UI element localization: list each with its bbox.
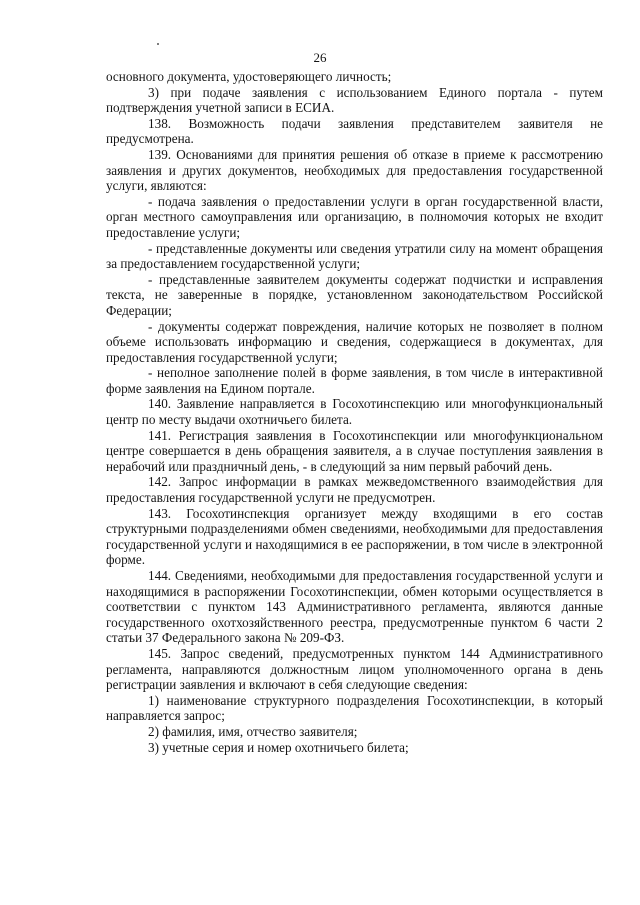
paragraph: 143. Госохотинспекция организует между входящими в его состав структурными подразделениями обмен сведениями, необходимыми для предоставления государственной услуги и находящимися в ее распоряжении, в том числе в электронной форме. — [106, 505, 603, 568]
list-item: 2) фамилия, имя, отчество заявителя; — [148, 723, 358, 739]
document-body — [106, 69, 603, 755]
page-number: 26 — [313, 50, 327, 65]
list-item: 3) учетные серия и номер охотничьего билета; — [148, 739, 409, 755]
paragraph: 141. Регистрация заявления в Госохотинспекции или многофункциональном центре совершается в день обращения заявителя, а в случае поступления заявления в нерабочий или праздничный день, - в следующий за ним первый рабочий день. — [106, 427, 603, 474]
list-item: - подача заявления о предоставлении услуги в орган государственной власти, орган местного самоуправления или организацию, в полномочия которых не входит предоставление услуги; — [106, 193, 603, 240]
list-item: 1) наименование структурного подразделения Госохотинспекции, в который направляется запрос; — [106, 692, 603, 724]
paragraph: 144. Сведениями, необходимыми для предоставления государственной услуги и находящимися в распоряжении Госохотинспекции, обмен которыми осуществляется в соответствии с пунктом 143 Административного регламента, являются данные государственного охотхозяйственного реестра, предусмотренные пунктом 6 части 2 статьи 37 Федерального закона № 209-ФЗ. — [106, 568, 603, 646]
paragraph: 139. Основаниями для принятия решения об отказе в приеме к рассмотрению заявления и других документов, необходимых для предоставления государственной услуги, являются: — [106, 146, 603, 194]
paragraph: 145. Запрос сведений, предусмотренных пунктом 144 Административного регламента, направляются должностным лицом уполномоченного органа в день регистрации заявления и включают в себя следующие сведения: — [106, 645, 603, 693]
list-item: - документы содержат повреждения, наличие которых не позволяет в полном объеме использовать информацию и сведения, содержащиеся в документах, для предоставления государственной услуги; — [106, 318, 603, 365]
paragraph: 142. Запрос информации в рамках межведомственного взаимодействия для предоставления государственной услуги не предусмотрен. — [106, 474, 603, 506]
paragraph: 3) при подаче заявления с использованием Единого портала - путем подтверждения учетной записи в ЕСИА. — [106, 84, 603, 116]
paragraph: 140. Заявление направляется в Госохотинспекцию или многофункциональный центр по месту выдачи охотничьего билета. — [106, 396, 603, 428]
paragraph: основного документа, удостоверяющего личность; — [106, 69, 392, 84]
list-item: - неполное заполнение полей в форме заявления, в том числе в интерактивной форме заявления на Едином портале. — [106, 365, 603, 396]
scan-speck — [157, 43, 159, 45]
paragraph: 138. Возможность подачи заявления представителем заявителя не предусмотрена. — [106, 115, 603, 147]
list-item: - представленные документы или сведения утратили силу на момент обращения за предоставлением государственной услуги; — [106, 240, 603, 272]
list-item: - представленные заявителем документы содержат подчистки и исправления текста, не заверенные в порядке, установленном законодательством Российской Федерации; — [106, 271, 603, 318]
